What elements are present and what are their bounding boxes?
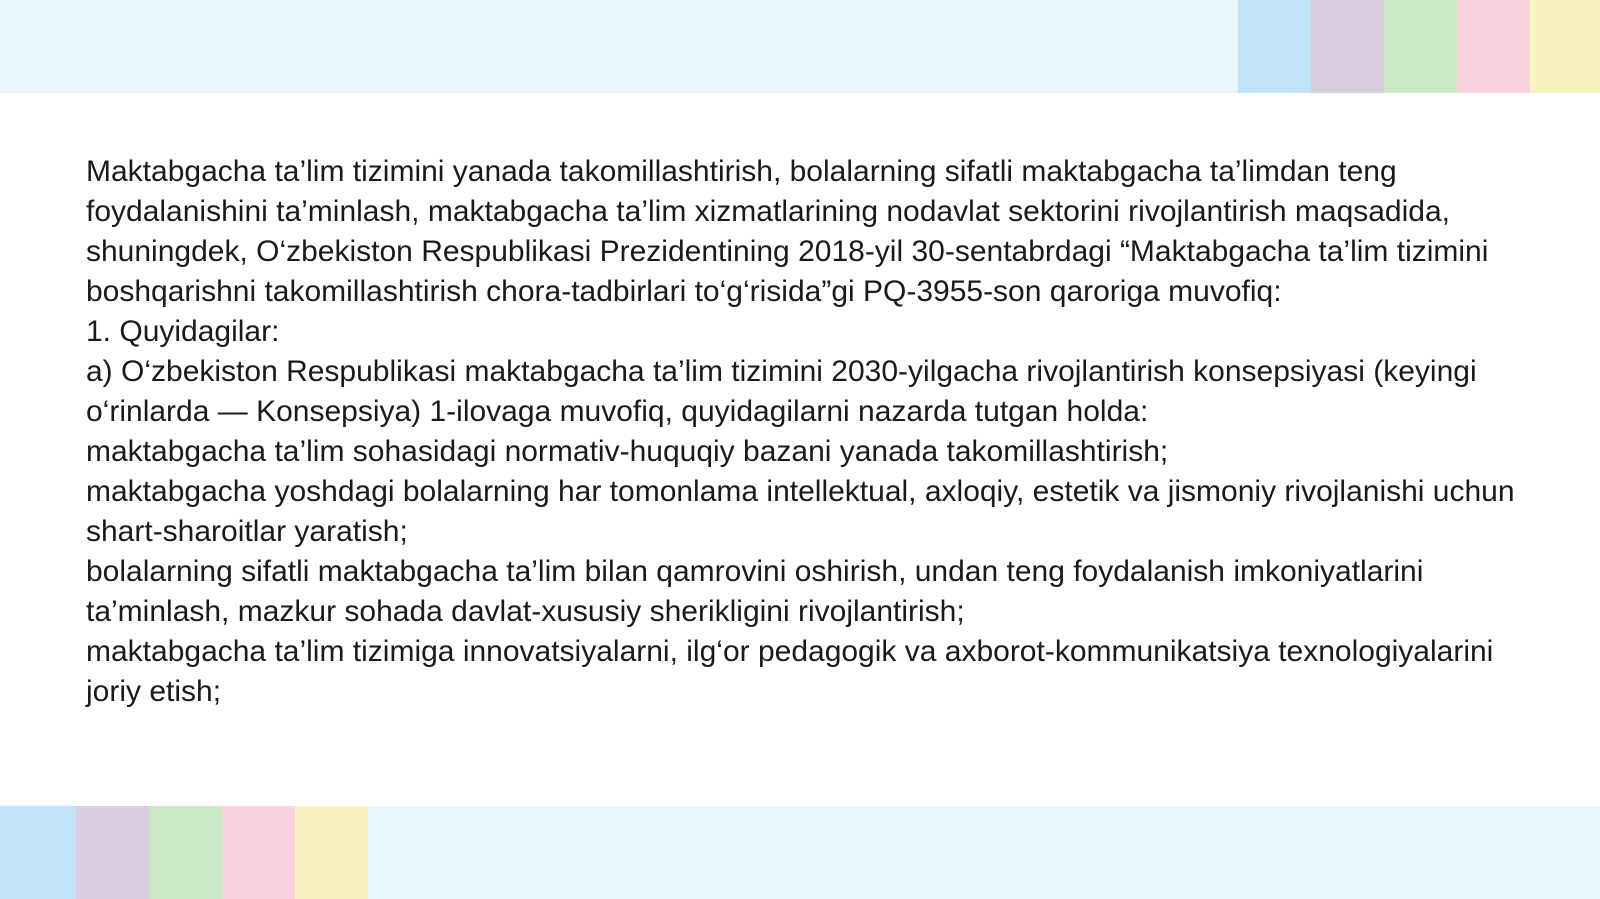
list-item-a: a) O‘zbekiston Respublikasi maktabgacha ta’lim tizimini 2030-yilgacha rivojlantirish konsepsiyasi (keyingi o‘rinlarda — Konsepsiya) 1-ilovaga muvofiq, quyidagilarni nazarda tutgan holda: [86, 355, 1477, 428]
intro-paragraph: Maktabgacha ta’lim tizimini yanada takomillashtirish, bolalarning sifatli maktabgacha ta’limdan teng foydalanishini ta’minlash, maktabgacha ta’lim xizmatlarining nodavlat sektorini rivojlantirish maqsadida, shuningdek, O‘zbekiston Respublikasi Prezidentining 2018-yil 30-sentabrdagi “Maktabgacha ta’lim tizimini boshqarishni takomillashtirish chora-tadbirlari to‘g‘risida”gi PQ-3955-son qaroriga muvofiq: [86, 155, 1489, 308]
list-item: maktabgacha ta’lim tizimiga innovatsiyalarni, ilg‘or pedagogik va axborot-kommunikatsiya texnologiyalarini joriy etish; [86, 635, 1494, 708]
top-swatch-pink [1457, 0, 1530, 93]
bottom-swatch-green [149, 806, 222, 899]
top-swatch-yellow [1530, 0, 1600, 93]
document-body [86, 152, 1526, 712]
list-item: maktabgacha ta’lim sohasidagi normativ-huquqiy bazani yanada takomillashtirish; [86, 435, 1169, 468]
top-swatch-green [1384, 0, 1457, 93]
bottom-swatch-yellow [295, 806, 368, 899]
top-decorative-band [0, 0, 1600, 93]
section-heading: 1. Quyidagilar: [86, 315, 280, 348]
list-item: bolalarning sifatli maktabgacha ta’lim bilan qamrovini oshirish, undan teng foydalanish imkoniyatlarini ta’minlash, mazkur sohada davlat-xususiy sherikligini rivojlantirish; [86, 555, 1424, 628]
top-swatch-purple [1311, 0, 1384, 93]
bottom-swatch-purple [76, 806, 149, 899]
bottom-swatch-blue [0, 806, 76, 899]
bottom-swatch-pink [222, 806, 295, 899]
list-item: maktabgacha yoshdagi bolalarning har tomonlama intellektual, axloqiy, estetik va jismoniy rivojlanishi uchun shart-sharoitlar yaratish; [86, 475, 1515, 548]
top-swatch-blue [1238, 0, 1311, 93]
bottom-decorative-band [0, 806, 1600, 899]
